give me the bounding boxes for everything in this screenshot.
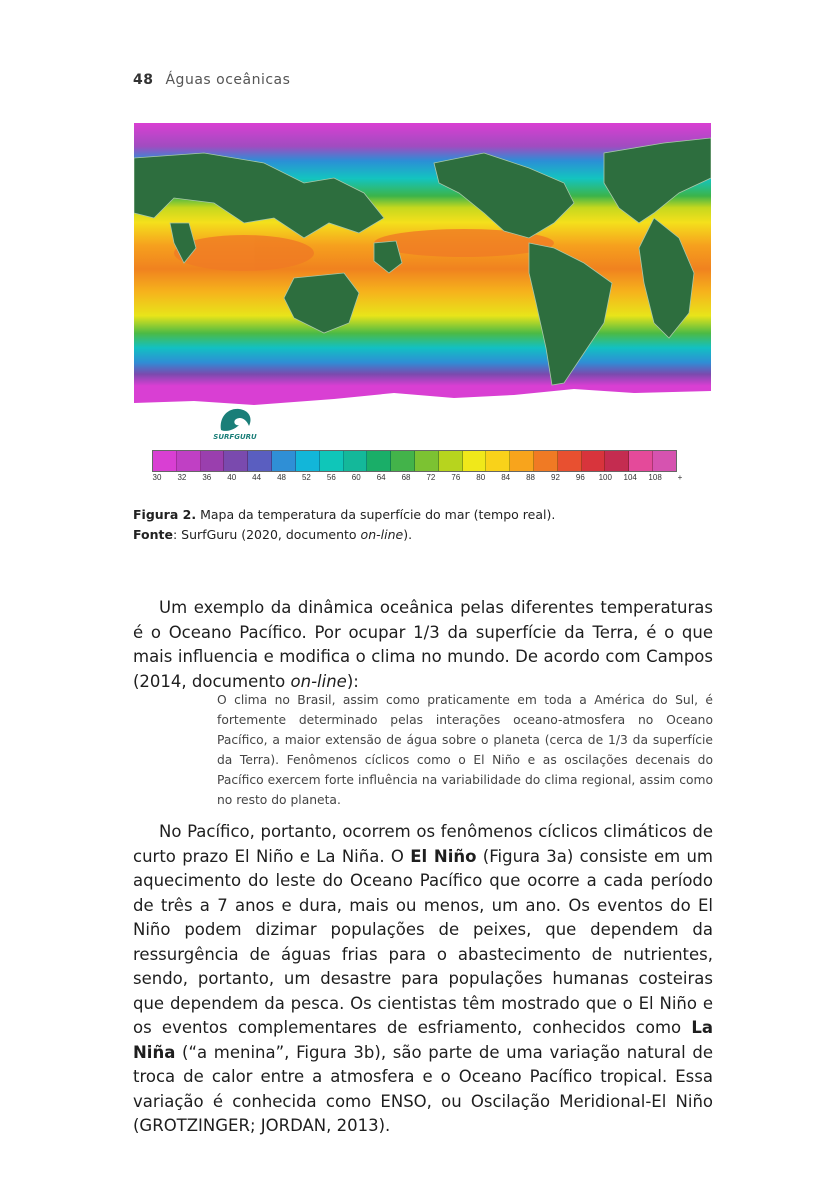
scale-label: 80 — [476, 473, 486, 482]
scale-label: + — [677, 473, 683, 482]
scale-segment — [153, 451, 177, 471]
scale-segment — [605, 451, 629, 471]
paragraph-2 — [133, 820, 713, 1139]
scale-label: 100 — [598, 473, 612, 482]
paragraph-1-italic: on-line — [290, 671, 347, 691]
scale-label: 64 — [376, 473, 386, 482]
caption-line — [133, 505, 713, 525]
scale-label: 76 — [451, 473, 461, 482]
scale-segment — [367, 451, 391, 471]
scale-segment — [653, 451, 676, 471]
running-header — [133, 72, 290, 88]
scale-label: 56 — [326, 473, 336, 482]
paragraph-1-end: ): — [346, 671, 359, 691]
paragraph-2-part-3: (“a menina”, Figura 3b), são parte de uma variação natural de troca de calor entre a atmosfera e o Oceano Pacífico tropical. Essa variação é conhecida como ENSO, ou Oscilação Meridional-El Niño (GROTZINGER; JORDAN, 2013). — [133, 1042, 713, 1135]
scale-segment — [272, 451, 296, 471]
scale-segment — [201, 451, 225, 471]
scale-segment — [558, 451, 582, 471]
scale-label: 84 — [501, 473, 511, 482]
paragraph-1-text: Um exemplo da dinâmica oceânica pelas diferentes temperaturas é o Oceano Pacífico. Por ocupar 1/3 da superfície da Terra, é o que mais influencia e modifica o clima no mundo. De acordo com Campos (2014, documento — [133, 598, 713, 691]
scale-segment — [344, 451, 368, 471]
term-la-nina: La Niña — [133, 1018, 713, 1062]
figure-caption — [133, 505, 713, 545]
source-line — [133, 525, 713, 545]
scale-segment — [582, 451, 606, 471]
paragraph-1 — [133, 596, 713, 694]
paragraph-2-part-2: (Figura 3a) consiste em um aquecimento do leste do Oceano Pacífico que ocorre a cada período de três a 7 anos e dura, mais ou menos, um ano. Os eventos do El Niño podem dizimar populações de peixes, que dependem da ressurgência de águas frias para o abastecimento de nutrientes, sendo, portanto, um desastre para populações humanas costeiras que dependem da pesca. Os cientistas têm mostrado que o El Niño e os eventos complementares de esfriamento, conhecidos como — [133, 846, 714, 1037]
temperature-scale-labels — [145, 473, 685, 485]
caption-text: Mapa da temperatura da superfície do mar (tempo real). — [200, 507, 556, 522]
scale-segment — [320, 451, 344, 471]
page-number: 48 — [133, 72, 154, 88]
scale-segment — [248, 451, 272, 471]
scale-segment — [510, 451, 534, 471]
scale-label: 72 — [426, 473, 436, 482]
section-title: Águas oceânicas — [165, 72, 291, 88]
scale-label: 40 — [227, 473, 237, 482]
scale-segment — [463, 451, 487, 471]
scale-label: 32 — [177, 473, 187, 482]
source-label: Fonte — [133, 527, 173, 542]
scale-segment — [439, 451, 463, 471]
term-el-nino: El Niño — [410, 846, 477, 866]
scale-label: 104 — [623, 473, 637, 482]
scale-label: 48 — [277, 473, 286, 482]
scale-segment — [629, 451, 653, 471]
scale-label: 88 — [526, 473, 536, 482]
surfguru-logo — [211, 404, 259, 446]
scale-label: 44 — [252, 473, 262, 482]
sea-temperature-map — [134, 123, 711, 415]
scale-segment — [224, 451, 248, 471]
block-quote: O clima no Brasil, assim como praticamente em toda a América do Sul, é fortemente determinado pelas interações oceano-atmosfera no Oceano Pacífico, a maior extensão de água sobre o planeta (cerca de 1/3 da superfície da Terra). Fenômenos cíclicos como o El Niño e as oscilações decenais do Pacífico exercem forte influência na variabilidade do clima regional, assim como no resto do planeta. — [217, 693, 713, 807]
scale-segment — [486, 451, 510, 471]
scale-label: 60 — [351, 473, 361, 482]
scale-label: 36 — [202, 473, 212, 482]
scale-label: 30 — [152, 473, 162, 482]
temperature-color-scale — [152, 450, 677, 472]
scale-segment — [177, 451, 201, 471]
source-text-b: ). — [403, 527, 413, 542]
scale-label: 52 — [301, 473, 311, 482]
scale-label: 96 — [575, 473, 585, 482]
scale-segment — [534, 451, 558, 471]
scale-label: 92 — [551, 473, 560, 482]
scale-segment — [391, 451, 415, 471]
scale-segment — [296, 451, 320, 471]
paragraph-2-part-1: No Pacífico, portanto, ocorrem os fenômenos cíclicos climáticos de curto prazo El Niño e La Niña. O — [133, 822, 713, 866]
caption-label: Figura 2. — [133, 507, 197, 522]
scale-label: 108 — [648, 473, 662, 482]
scale-label: 68 — [401, 473, 411, 482]
surfguru-logo-text: SURFGURU — [213, 433, 257, 441]
scale-segment — [415, 451, 439, 471]
source-text-a: : SurfGuru (2020, documento — [172, 527, 361, 542]
source-text-italic: on-line — [360, 527, 404, 542]
